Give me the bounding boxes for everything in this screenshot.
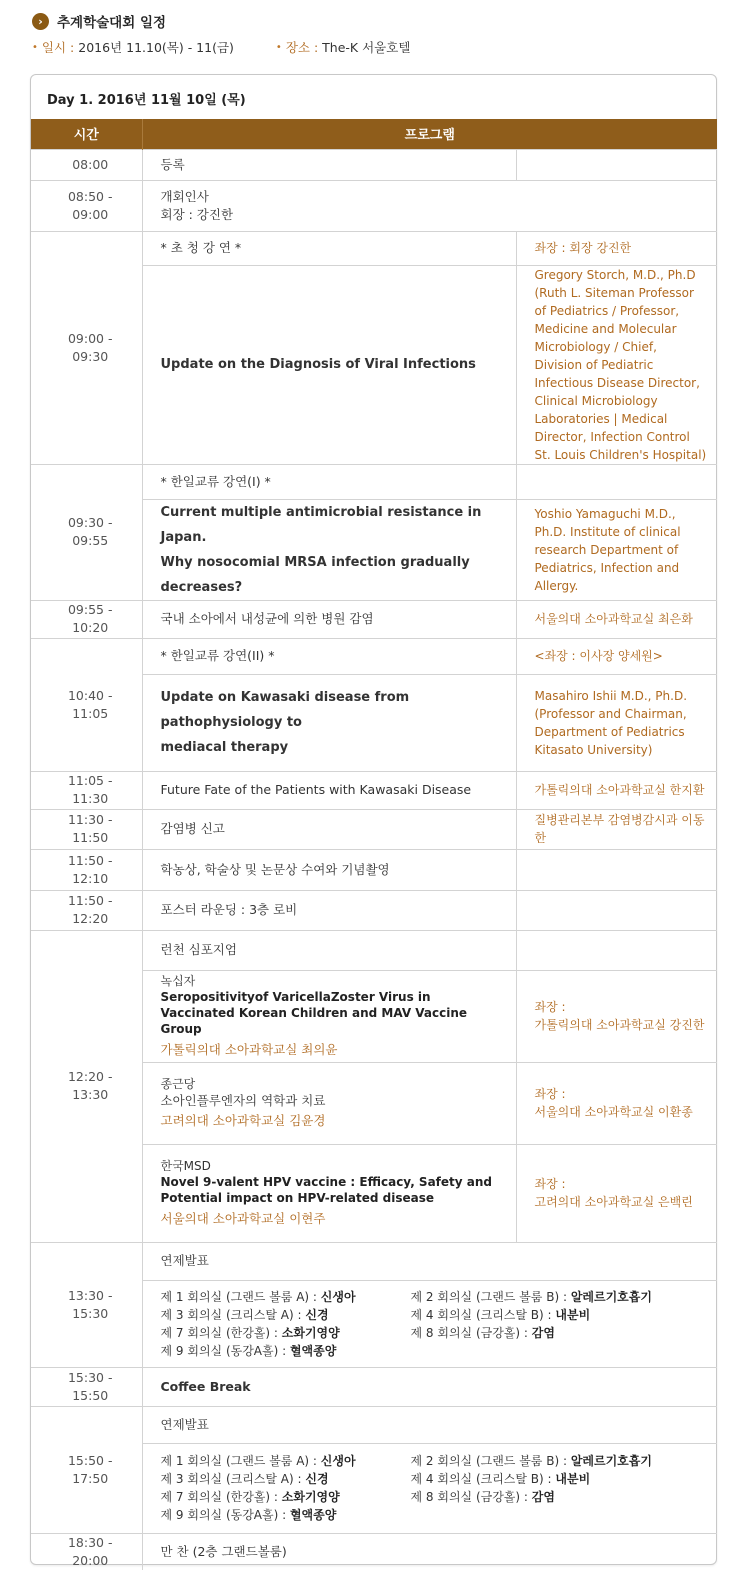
room-item: 제 9 회의실 (동강A홀) : 혈액종양 xyxy=(160,1343,337,1358)
room-item: 제 2 회의실 (그랜드 볼룸 B) : 알레르기호흡기 xyxy=(410,1289,652,1304)
symposium-session xyxy=(142,970,516,1062)
program-heading: * 한일교류 강연(I) * xyxy=(142,464,516,499)
chair-name: 서울의대 소아과학교실 이환종 xyxy=(534,1105,693,1119)
time-cell: 12:20 - 13:30 xyxy=(31,930,142,1242)
program-cell: 감염병 신고 xyxy=(142,809,516,849)
time-cell: 11:50 - 12:10 xyxy=(31,849,142,890)
table-row xyxy=(31,1406,717,1443)
room-item: 제 4 회의실 (크리스탈 B) : 내분비 xyxy=(410,1307,591,1322)
chair-cell: 질병관리본부 감염병감시과 이동한 xyxy=(516,809,717,849)
schedule-table xyxy=(31,119,717,1570)
lecture-title-line: Update on Kawasaki disease from pathophysiology to xyxy=(160,690,410,730)
time-cell: 15:50 - 17:50 xyxy=(31,1406,142,1533)
chair-cell xyxy=(516,970,717,1062)
session-speaker: 서울의대 소아과학교실 이현주 xyxy=(160,1211,326,1226)
table-row xyxy=(31,809,717,849)
speaker-cell: Gregory Storch, M.D., Ph.D (Ruth L. Siteman Professor of Pediatrics / Professor, Medicine and Molecular Microbiology / Chief, Division of Pediatric Infectious Disease Director, Clinical Microbiology Laboratories | Medical Director, Infection Control St. Louis Children's Hospital) xyxy=(516,265,717,464)
time-cell: 09:55 - 10:20 xyxy=(31,600,142,638)
time-cell: 09:00 - 09:30 xyxy=(31,231,142,464)
room-item: 제 3 회의실 (크리스탈 A) : 신경 xyxy=(160,1307,329,1322)
program-heading: * 초 청 강 연 * xyxy=(142,231,516,265)
program-cell: 등록 xyxy=(142,149,516,180)
table-row xyxy=(31,600,717,638)
col-program-header: 프로그램 xyxy=(142,119,717,149)
room-list xyxy=(142,1443,717,1533)
sponsor-name: 녹십자 xyxy=(160,974,196,988)
lecture-title xyxy=(142,674,516,771)
chair-name: 고려의대 소아과학교실 은백린 xyxy=(534,1195,693,1209)
program-cell: Coffee Break xyxy=(142,1367,717,1406)
room-item: 제 7 회의실 (한강홀) : 소화기영양 xyxy=(160,1325,340,1340)
session-speaker: 고려의대 소아과학교실 김윤경 xyxy=(160,1113,326,1128)
table-row xyxy=(31,930,717,970)
room-item: 제 1 회의실 (그랜드 볼룸 A) : 신생아 xyxy=(160,1289,356,1304)
session-title: Seropositivityof VaricellaZoster Virus in Vaccinated Korean Children and MAV Vaccine Group xyxy=(160,990,468,1036)
room-item: 제 3 회의실 (크리스탈 A) : 신경 xyxy=(160,1472,329,1486)
time-cell: 11:30 - 11:50 xyxy=(31,809,142,849)
bullet-icon: • xyxy=(275,41,282,53)
table-header-row xyxy=(31,119,717,149)
date-label: 일시 : xyxy=(41,40,75,55)
speaker-cell: Masahiro Ishii M.D., Ph.D. (Professor and Chairman, Department of Pediatrics Kitasato University) xyxy=(516,674,717,771)
program-cell xyxy=(142,180,717,231)
time-cell: 18:30 - 20:00 xyxy=(31,1533,142,1570)
symposium-session xyxy=(142,1062,516,1144)
program-heading: 연제발표 xyxy=(142,1406,717,1443)
table-row xyxy=(31,1533,717,1570)
lecture-title-line: mediacal therapy xyxy=(160,740,289,755)
bullet-icon: • xyxy=(32,41,38,53)
program-heading: 연제발표 xyxy=(142,1242,717,1280)
chair-cell xyxy=(516,890,717,930)
room-list xyxy=(142,1280,717,1367)
chair-name: 가톨릭의대 소아과학교실 강진한 xyxy=(534,1018,705,1032)
sponsor-name: 종근당 xyxy=(160,1077,196,1091)
program-heading: 런천 심포지엄 xyxy=(142,930,516,970)
table-row xyxy=(31,1367,717,1406)
venue-label: 장소 : xyxy=(285,40,319,55)
lecture-title: Update on the Diagnosis of Viral Infections xyxy=(142,265,516,464)
day-title: Day 1. 2016년 11월 10일 (목) xyxy=(47,93,246,108)
table-row xyxy=(31,231,717,265)
sponsor-name: 한국MSD xyxy=(160,1159,211,1173)
room-grid xyxy=(161,1288,708,1360)
room-grid xyxy=(161,1452,708,1524)
schedule-card xyxy=(30,74,717,1568)
chair-label: 좌장 : xyxy=(534,1000,566,1014)
table-row xyxy=(31,149,717,180)
chair-cell xyxy=(516,849,717,890)
table-row xyxy=(31,890,717,930)
event-meta xyxy=(32,37,410,57)
program-heading: * 한일교류 강연(II) * xyxy=(142,638,516,674)
table-row xyxy=(31,180,717,231)
table-row xyxy=(31,849,717,890)
room-item: 제 8 회의실 (금강홀) : 감염 xyxy=(410,1490,555,1504)
chair-cell xyxy=(516,1062,717,1144)
table-row xyxy=(31,638,717,674)
room-item: 제 1 회의실 (그랜드 볼룸 A) : 신생아 xyxy=(160,1454,356,1468)
program-cell: 만 찬 (2층 그랜드볼룸) xyxy=(142,1533,717,1570)
program-cell: 국내 소아에서 내성균에 의한 병원 감염 xyxy=(142,600,516,638)
room-item: 제 8 회의실 (금강홀) : 감염 xyxy=(410,1325,555,1340)
program-cell: 포스터 라운딩 : 3층 로비 xyxy=(142,890,516,930)
time-cell: 09:30 - 09:55 xyxy=(31,464,142,600)
time-cell: 08:00 xyxy=(31,149,142,180)
room-item: 제 2 회의실 (그랜드 볼룸 B) : 알레르기호흡기 xyxy=(410,1454,652,1468)
chair-cell xyxy=(516,1144,717,1242)
program-cell: Future Fate of the Patients with Kawasaki Disease xyxy=(142,771,516,809)
venue-value: The-K 서울호텔 xyxy=(322,40,411,55)
chair-cell: 가톨릭의대 소아과학교실 한지환 xyxy=(516,771,717,809)
speaker-cell: Yoshio Yamaguchi M.D., Ph.D. Institute of clinical research Department of Pediatrics, Infection and Allergy. xyxy=(516,499,717,600)
chair-cell: 좌장 : 회장 강진한 xyxy=(516,231,717,265)
chair-cell xyxy=(516,930,717,970)
time-cell: 11:05 - 11:30 xyxy=(31,771,142,809)
chevron-right-icon: › xyxy=(32,13,49,30)
time-cell: 11:50 - 12:20 xyxy=(31,890,142,930)
room-item: 제 7 회의실 (한강홀) : 소화기영양 xyxy=(160,1490,340,1504)
session-title: Novel 9-valent HPV vaccine : Efficacy, Safety and Potential impact on HPV-related disease xyxy=(160,1175,492,1205)
session-title: 소아인플루엔자의 역학과 치료 xyxy=(160,1093,326,1108)
lecture-title-line: Current multiple antimicrobial resistance in Japan. xyxy=(160,504,482,545)
time-cell: 10:40 - 11:05 xyxy=(31,638,142,771)
table-row xyxy=(31,1242,717,1280)
section-header xyxy=(32,10,166,32)
chair-cell: 서울의대 소아과학교실 최은화 xyxy=(516,600,717,638)
program-cell: 학농상, 학술상 및 논문상 수여와 기념촬영 xyxy=(142,849,516,890)
section-title: 추계학술대회 일정 xyxy=(57,15,167,31)
chair-cell: <좌장 : 이사장 양세원> xyxy=(516,638,717,674)
chair-cell xyxy=(516,464,717,499)
program-line: 회장 : 강진한 xyxy=(160,206,234,222)
session-speaker: 가톨릭의대 소아과학교실 최의윤 xyxy=(160,1042,338,1057)
lecture-title-line: Why nosocomial MRSA infection gradually decreases? xyxy=(160,554,470,595)
chair-label: 좌장 : xyxy=(534,1087,566,1101)
table-row xyxy=(31,464,717,499)
chair-label: 좌장 : xyxy=(534,1177,566,1191)
date-value: 2016년 11.10(목) - 11(금) xyxy=(78,40,234,55)
time-cell: 13:30 - 15:30 xyxy=(31,1242,142,1367)
lecture-title xyxy=(142,499,516,600)
symposium-session xyxy=(142,1144,516,1242)
time-cell: 08:50 - 09:00 xyxy=(31,180,142,231)
time-cell: 15:30 - 15:50 xyxy=(31,1367,142,1406)
room-item: 제 4 회의실 (크리스탈 B) : 내분비 xyxy=(410,1472,591,1486)
room-item: 제 9 회의실 (동강A홀) : 혈액종양 xyxy=(160,1508,337,1522)
chair-cell xyxy=(516,149,717,180)
col-time-header: 시간 xyxy=(31,119,142,149)
program-line: 개회인사 xyxy=(160,188,209,204)
table-row xyxy=(31,771,717,809)
